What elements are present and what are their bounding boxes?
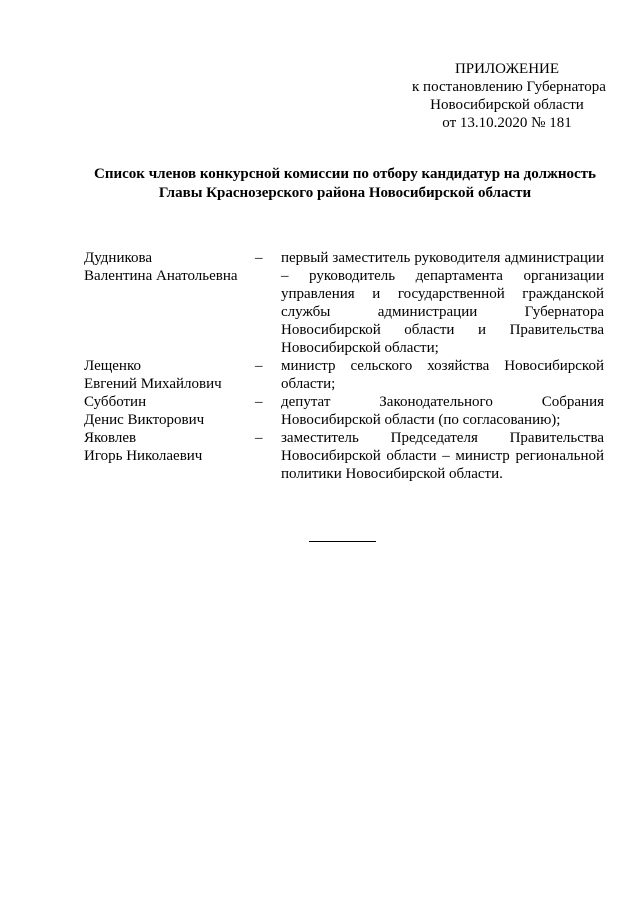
member-surname: Яковлев — [84, 430, 137, 446]
member-row — [84, 393, 604, 429]
appendix-decree-ref: к постановлению Губернатора — [412, 79, 606, 95]
member-name — [84, 429, 254, 483]
end-separator-line — [309, 541, 376, 542]
member-dash: – — [255, 358, 263, 374]
appendix-label: ПРИЛОЖЕНИЕ — [454, 61, 560, 77]
appendix-date-number: от 13.10.2020 № 181 — [442, 115, 572, 131]
member-given-names: Евгений Михайлович — [84, 376, 222, 392]
member-role: первый заместитель руководителя администрации – руководитель департамента организации управления и государственной гражданской службы администрации Губернатора Новосибирской области и Правительства Новосибирской области; — [281, 250, 604, 356]
member-role: министр сельского хозяйства Новосибирской области; — [281, 358, 604, 392]
member-role: депутат Законодательного Собрания Новосибирской области (по согласованию); — [281, 394, 604, 428]
member-given-names: Денис Викторович — [84, 412, 205, 428]
member-given-names: Игорь Николаевич — [84, 448, 203, 464]
appendix-region: Новосибирской области — [430, 97, 584, 113]
member-given-names: Валентина Анатольевна — [84, 268, 238, 284]
member-surname: Субботин — [84, 394, 147, 410]
member-dash: – — [255, 430, 263, 446]
member-name — [84, 357, 254, 393]
member-surname: Дудникова — [84, 250, 153, 266]
appendix-header — [412, 60, 606, 132]
member-dash: – — [255, 394, 263, 410]
member-name — [84, 393, 254, 429]
document-title-line-1: Список членов конкурсной комиссии по отбору кандидатур на должность — [94, 166, 596, 182]
member-surname: Лещенко — [84, 358, 141, 374]
member-role: заместитель Председателя Правительства Новосибирской области – министр региональной политики Новосибирской области. — [281, 430, 604, 482]
member-dash: – — [255, 250, 263, 266]
member-row — [84, 249, 604, 357]
document-title — [60, 165, 630, 203]
member-row — [84, 429, 604, 483]
document-title-line-2: Главы Краснозерского района Новосибирской области — [158, 185, 532, 201]
members-list — [84, 249, 604, 483]
member-name — [84, 249, 254, 357]
member-row — [84, 357, 604, 393]
